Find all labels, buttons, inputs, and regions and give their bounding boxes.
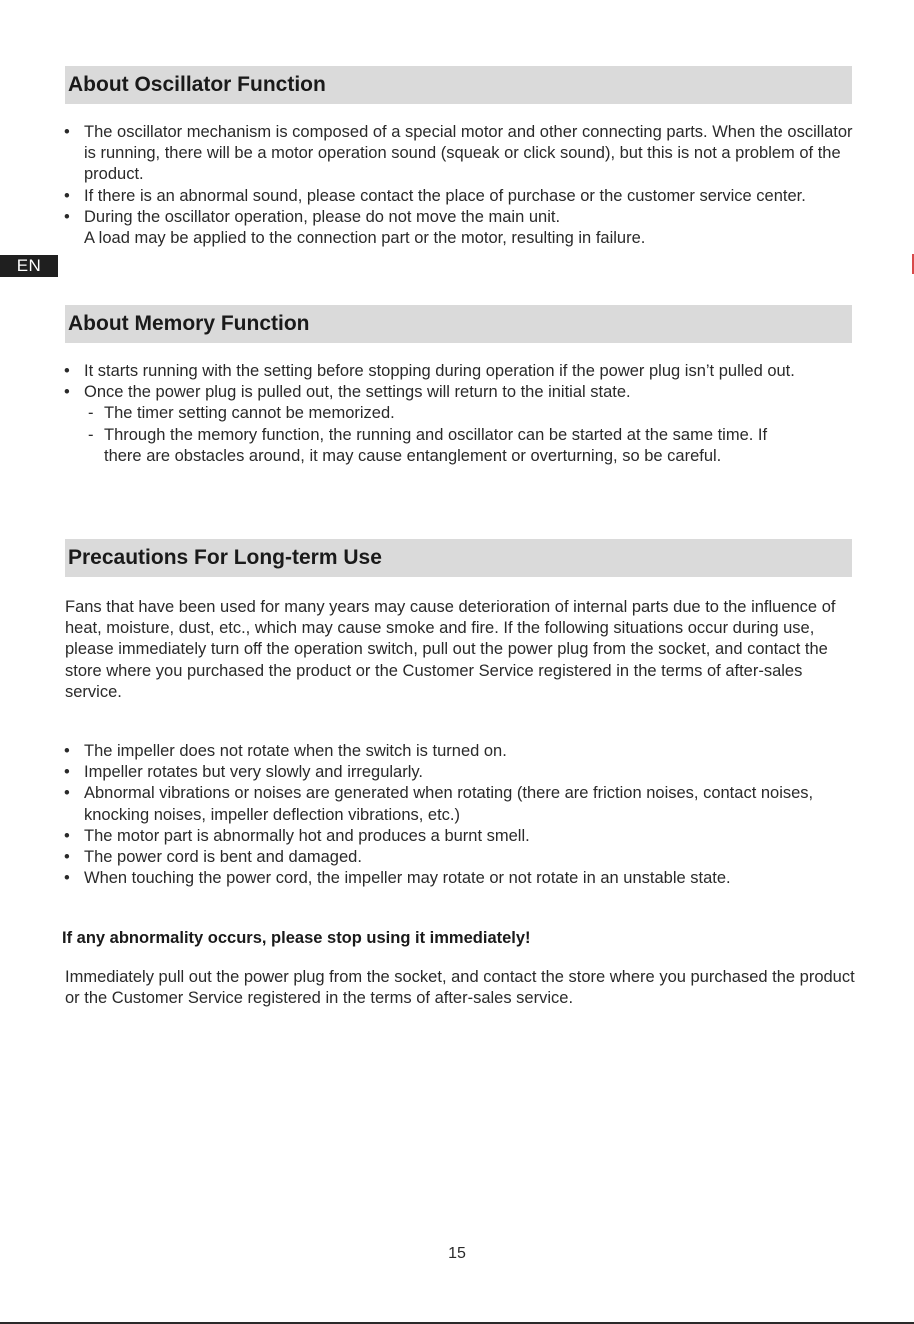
long-term-intro: Fans that have been used for many years may cause deterioration of internal parts due to the influence of heat, moisture, dust, etc., which may cause smoke and fire. If the following situations occur during use, please immediately turn off the operation switch, pull out the power plug from the socket, and contact the store where you purchased the product or the Customer Service registered in the terms of after-sales service. bbox=[65, 598, 836, 701]
sub-list-item: - The timer setting cannot be memorized. bbox=[84, 403, 862, 424]
section-title-memory: About Memory Function bbox=[65, 305, 852, 343]
long-term-list bbox=[62, 741, 862, 889]
page-number: 15 bbox=[448, 1245, 466, 1262]
list-item: • The power cord is bent and damaged. bbox=[62, 847, 862, 868]
oscillator-list bbox=[62, 122, 862, 249]
list-item bbox=[62, 382, 862, 467]
warning-text: If any abnormality occurs, please stop using it immediately! bbox=[62, 929, 531, 947]
list-item: A load may be applied to the connection part or the motor, resulting in failure. bbox=[84, 229, 646, 248]
list-item: • The motor part is abnormally hot and produces a burnt smell. bbox=[62, 826, 862, 847]
language-tab: EN bbox=[0, 255, 58, 277]
list-item: • Impeller rotates but very slowly and irregularly. bbox=[62, 762, 862, 783]
list-item: • Abnormal vibrations or noises are generated when rotating (there are friction noises, contact noises, knocking noises, impeller deflection vibrations, etc.) bbox=[62, 783, 862, 825]
memory-sub-list bbox=[84, 403, 862, 467]
section-title-long-term: Precautions For Long-term Use bbox=[65, 539, 852, 577]
list-item: • When touching the power cord, the impeller may rotate or not rotate in an unstable state. bbox=[62, 868, 862, 889]
list-item-text: Once the power plug is pulled out, the settings will return to the initial state. bbox=[84, 383, 631, 402]
list-item: • The impeller does not rotate when the switch is turned on. bbox=[62, 741, 862, 762]
list-item: • It starts running with the setting before stopping during operation if the power plug isn’t pulled out. bbox=[62, 361, 862, 382]
memory-list bbox=[62, 361, 862, 467]
list-item: • The oscillator mechanism is composed of a special motor and other connecting parts. When the oscillator is running, there will be a motor operation sound (squeak or click sound), but this is not a problem of the product. bbox=[62, 122, 862, 186]
list-item: • During the oscillator operation, please do not move the main unit. bbox=[62, 207, 862, 228]
closing-text: Immediately pull out the power plug from the socket, and contact the store where you purchased the product or the Customer Service registered in the terms of after-sales service. bbox=[65, 968, 855, 1008]
list-item: • If there is an abnormal sound, please contact the place of purchase or the customer service center. bbox=[62, 186, 862, 207]
section-title-oscillator: About Oscillator Function bbox=[65, 66, 852, 104]
sub-list-item: - Through the memory function, the running and oscillator can be started at the same time. If there are obstacles around, it may cause entanglement or overturning, so be careful. bbox=[84, 425, 862, 467]
